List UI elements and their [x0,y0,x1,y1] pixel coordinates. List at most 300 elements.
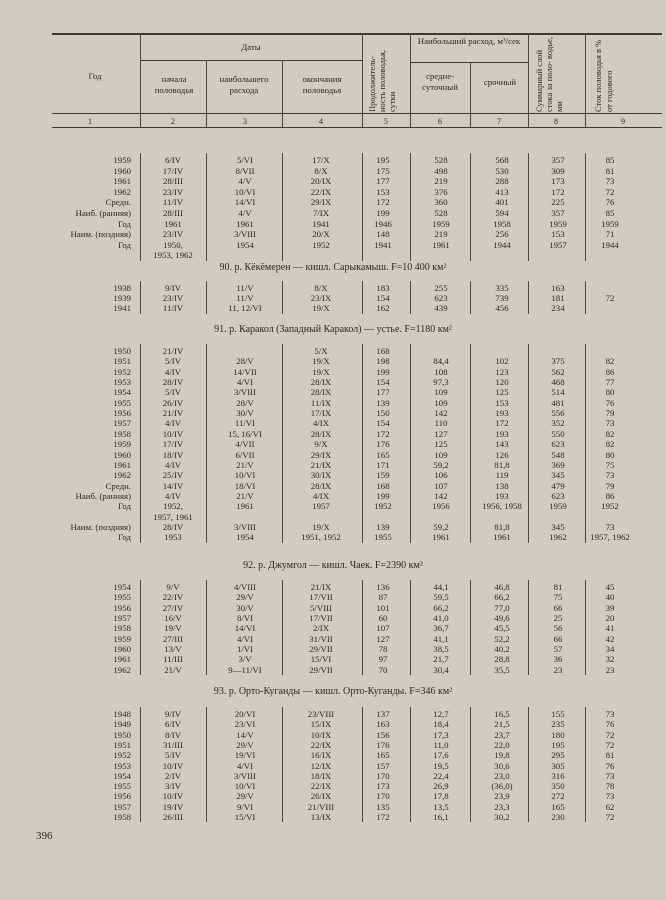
table-cell: 70 [378,664,388,675]
table-cell: 165 [376,449,390,460]
table-cell: 102 [495,356,509,367]
table-cell: 623 [551,490,565,501]
table-cell: 17/X [312,155,330,165]
table-row [0,719,666,729]
table-cell: 66,2 [494,592,510,603]
column-rule [470,580,471,675]
table-cell: 110 [434,418,448,429]
table-cell: 21/IX [310,459,332,470]
table-cell: 623 [551,439,565,450]
table-cell: 19/VI [234,750,256,761]
table-cell: 456 [495,303,509,314]
table-cell: 1962 [113,664,131,675]
table-cell: 1962 [549,532,567,543]
table-cell: 73 [605,709,615,719]
table-cell: 81,8 [494,459,510,470]
table-cell: 295 [551,750,565,761]
table-row [0,802,666,812]
table-row [0,812,666,822]
table-cell: 177 [376,387,390,398]
table-cell: 10/IV [162,760,184,771]
table-cell: Наим. (поздняя) [70,521,131,532]
table-cell: 107 [376,623,390,634]
table-cell: 1957, 1962 [590,532,630,543]
table-cell: 1951 [113,739,131,750]
table-cell: 86 [605,366,615,377]
table-cell: 76 [605,397,615,408]
table-cell: 1954 [236,532,254,543]
column-rule [206,153,207,261]
table-row [0,730,666,740]
table-cell: 170 [376,791,390,802]
table-cell: 29/V [236,739,254,750]
table-cell: 6/IV [164,155,182,165]
table-row [0,240,666,250]
table-cell: 72 [605,812,615,822]
table-cell: 4/V [238,208,252,218]
table-cell: 4/VI [236,760,254,771]
column-rule [410,707,411,822]
table-cell: 10/VI [234,470,256,481]
table-cell: 5/IV [164,387,182,398]
table-cell: 81 [605,165,615,176]
table-cell: 23 [605,664,615,675]
table-cell: 9—11/VI [228,664,262,675]
table-cell: 1950, [163,239,183,250]
table-cell: 1962 [113,470,131,481]
table-cell: 153 [495,397,509,408]
table-cell: 1941 [312,218,330,229]
table-cell: 120 [495,377,509,388]
table-cell: 153 [376,186,390,197]
column-rule [362,580,363,675]
table-cell: 352 [551,418,565,429]
table-cell: 1950 [113,729,131,740]
table-cell: 16/IX [310,750,332,761]
table-cell: 27/III [162,633,184,644]
column-rule [528,281,529,314]
table-cell: 20/X [312,229,330,240]
table-cell: 163 [551,283,565,293]
header-bottom-rule [52,113,662,114]
hdr-vline [470,62,471,127]
table-row [0,166,666,176]
colnum: 3 [243,117,247,126]
table-row [0,532,666,542]
table-cell: 4/IV [164,490,182,501]
table-row [0,613,666,623]
table-cell: 1953 [164,532,182,543]
table-cell: 73 [605,770,615,781]
table-cell: 350 [551,781,565,792]
table-cell: 165 [376,750,390,761]
table-cell: 1952, [163,501,183,512]
table-cell: 1961 [432,532,450,543]
table-cell: 29/V [236,592,254,603]
table-cell: 550 [551,428,565,439]
table-cell: 13/IX [310,812,332,822]
column-rule [140,344,141,543]
table-cell: 5/VIII [310,602,332,613]
table-cell: 125 [434,439,448,450]
table-row [0,501,666,511]
table-cell: 127 [434,428,448,439]
table-row [0,367,666,377]
table-cell: 135 [376,801,390,812]
table-cell: 5/IV [164,356,182,367]
column-rule [282,707,283,822]
table-cell: 119 [495,470,509,481]
table-cell: Наим. (поздняя) [70,229,131,240]
column-rule [282,153,283,261]
table-cell: 71 [605,229,615,240]
table-cell: 170 [376,770,390,781]
column-rule [410,344,411,543]
table-cell: 193 [495,408,509,419]
table-cell: 148 [376,229,390,240]
table-cell: 75 [605,459,615,470]
table-cell: 28/III [162,208,184,218]
table-cell: 66 [553,602,563,613]
column-rule [585,281,586,314]
table-cell: 23 [553,664,563,675]
table-cell: 109 [434,397,448,408]
table-cell: 56 [553,623,563,634]
table-cell: 1953, 1962 [153,250,193,261]
table-cell: 172 [376,428,390,439]
table-cell: 14/V [236,729,254,740]
table-row [0,377,666,387]
table-cell: 172 [376,197,390,208]
table-row [0,491,666,501]
table-cell: 11/V [236,283,254,293]
table-cell: 52,2 [494,633,510,644]
column-rule [206,580,207,675]
table-cell: 234 [551,303,565,314]
table-cell: 623 [434,293,448,304]
column-rule [282,580,283,675]
column-rule [470,153,471,261]
column-rule [528,707,529,822]
table-cell: 1957 [113,418,131,429]
table-cell: 219 [434,229,448,240]
table-cell: 23/VI [234,719,256,730]
table-cell: 1938 [113,283,131,293]
table-cell: 9/X [314,439,328,450]
table-cell: 1961 [236,218,254,229]
table-cell: 30,4 [433,664,449,675]
colnum: 8 [554,117,558,126]
table-cell: 171 [376,459,390,470]
table-cell: 17/VII [309,613,333,624]
table-cell: 256 [495,229,509,240]
table-cell: 30,6 [494,760,510,771]
table-cell: 82 [605,428,615,439]
column-rule [470,281,471,314]
table-cell: 11,0 [433,739,449,750]
table-cell: 23/IV [162,186,184,197]
table-cell: 76 [605,719,615,730]
table-cell: 38,5 [433,644,449,655]
table-cell: 1958 [113,428,131,439]
table-row [0,644,666,654]
table-cell: 175 [376,165,390,176]
table-cell: 12,7 [433,709,449,719]
table-row [0,356,666,366]
table-cell: 26/III [162,812,184,822]
table-cell: 17,8 [433,791,449,802]
table-row [0,219,666,229]
section-title: 93. р. Орто-Куганды — кишл. Орто-Куганды. F=346 км² [213,686,453,697]
table-row [0,634,666,644]
table-cell: 15/VI [310,654,332,665]
table-cell: 345 [551,521,565,532]
table-cell: 376 [434,186,448,197]
table-cell: 168 [376,346,390,356]
column-rule [470,707,471,822]
table-cell: 1956 [113,602,131,613]
table-cell: 3/VIII [234,229,256,240]
table-row [0,522,666,532]
table-cell: 17/IV [162,165,184,176]
table-row [0,439,666,449]
table-cell: 73 [605,176,615,187]
column-rule [585,580,586,675]
table-cell: 18/VI [234,480,256,491]
table-cell: 17/IV [162,439,184,450]
table-cell: 39 [605,602,615,613]
table-cell: 1957, 1961 [153,511,193,522]
table-cell: 10/VI [234,781,256,792]
table-cell: 1955 [374,532,392,543]
table-cell: 1954 [236,239,254,250]
table-cell: 177 [376,176,390,187]
table-cell: 498 [434,165,448,176]
table-cell: 21/V [236,459,254,470]
table-cell: 23,0 [494,770,510,781]
table-cell: 19,8 [494,750,510,761]
table-cell: 2/IV [164,770,182,781]
table-cell: 1962 [113,186,131,197]
table-cell: 7/IX [312,208,330,218]
table-cell: 26/IX [310,791,332,802]
table-cell: 159 [376,470,390,481]
table-cell: 30,2 [494,812,510,822]
table-cell: 1959 [432,218,450,229]
table-cell: 3/IV [164,781,182,792]
table-cell: Год [118,532,131,543]
table-cell: 36 [553,654,563,665]
table-cell: 172 [551,186,565,197]
table-cell: 21/IV [162,408,184,419]
table-cell: 1961 [236,501,254,512]
table-cell: 31/VII [309,633,333,644]
table-cell: 97 [378,654,388,665]
table-cell: 28/IV [162,521,184,532]
table-cell: 28/III [162,176,184,187]
table-cell: 548 [551,449,565,460]
table-cell: 17/VII [309,592,333,603]
table-cell: 9/VI [236,801,254,812]
column-rule [140,153,141,261]
table-cell: 26/IV [162,397,184,408]
table-row [0,346,666,356]
table-cell: 1959 [113,439,131,450]
table-cell: 28/IX [310,377,332,388]
table-cell: 46,8 [494,582,510,592]
table-cell: 19/V [164,623,182,634]
table-cell: 1957 [113,613,131,624]
table-cell: 4/V [238,176,252,187]
table-cell: 15, 16/VI [228,428,262,439]
header-duration: Продолжитель- ность половодья, сутки [367,50,397,112]
table-row [0,761,666,771]
table-cell: 18/IV [162,449,184,460]
hdr-vline [282,60,283,127]
table-cell: 345 [551,470,565,481]
table-row [0,470,666,480]
table-cell: 1954 [113,770,131,781]
column-rule [585,344,586,543]
table-cell: 82 [605,356,615,367]
table-cell: 193 [495,428,509,439]
table-cell: 60 [378,613,388,624]
table-cell: 1961 [113,176,131,187]
table-row [0,208,666,218]
table-cell: 11/V [236,293,254,304]
table-cell: 32 [605,654,615,665]
table-cell: 357 [551,155,565,165]
table-cell: 49,6 [494,613,510,624]
colnum: 4 [319,117,323,126]
table-cell: 1950 [113,346,131,356]
table-cell: 6/IV [164,719,182,730]
table-cell: 173 [551,176,565,187]
table-cell: 305 [551,760,565,771]
table-cell: 77 [605,377,615,388]
table-cell: 79 [605,408,615,419]
table-row [0,665,666,675]
table-cell: 42 [605,633,615,644]
table-cell: 10/IV [162,428,184,439]
table-cell: 1953 [113,377,131,388]
table-cell: 369 [551,459,565,470]
table-cell: 45,5 [494,623,510,634]
table-cell: 479 [551,480,565,491]
table-cell: 139 [376,521,390,532]
table-cell: 142 [434,408,448,419]
table-row [0,197,666,207]
table-cell: 17,3 [433,729,449,740]
table-cell: 59,2 [433,459,449,470]
table-cell: 85 [605,155,615,165]
table-cell: 1949 [113,719,131,730]
table-cell: 14/VII [233,366,257,377]
table-cell: 1960 [113,449,131,460]
column-rule [585,153,586,261]
table-cell: 26,9 [433,781,449,792]
table-cell: Средн. [105,480,131,491]
table-cell: 1957 [113,801,131,812]
table-cell: 23/VIII [307,709,335,719]
column-rule [362,344,363,543]
table-cell: 73 [605,521,615,532]
header-instant: срочный [483,77,517,87]
table-cell: 86 [605,490,615,501]
table-row [0,603,666,613]
table-cell: 10/IV [162,791,184,802]
table-cell: 1956 [113,408,131,419]
table-cell: 739 [495,293,509,304]
table-cell: 1956 [432,501,450,512]
header-maxflow: Наибольший расход, м³/сек [417,36,521,46]
table-cell: 1951 [113,356,131,367]
table-cell: 18/IX [310,770,332,781]
table-cell: 556 [551,408,565,419]
table-cell: 1955 [113,397,131,408]
table-cell: 136 [376,582,390,592]
table-cell: 72 [605,739,615,750]
hdr-vline [362,33,363,127]
table-cell: 19/X [312,356,330,367]
table-cell: Год [118,239,131,250]
maxflow-rule [410,62,528,63]
table-cell: 143 [495,439,509,450]
table-cell: 23/IV [162,229,184,240]
table-row [0,387,666,397]
table-cell: 530 [495,165,509,176]
header-year: Год [88,71,102,81]
header-end: окончания половодья [302,74,342,95]
colnum: 6 [438,117,442,126]
column-rule [140,707,141,822]
table-cell: 1957 [549,239,567,250]
table-cell: 1961 [164,218,182,229]
table-cell: 29/IX [310,449,332,460]
table-cell: 163 [376,719,390,730]
table-cell: 13,5 [433,801,449,812]
header-share: Сток половодья в % от годового [593,39,614,112]
table-cell: 4/VI [236,377,254,388]
table-row [0,418,666,428]
table-cell: 335 [495,283,509,293]
table-cell: 108 [434,366,448,377]
colnum: 1 [88,117,92,126]
table-cell: 23,9 [494,791,510,802]
table-cell: 30/V [236,602,254,613]
table-cell: 66,2 [433,602,449,613]
column-rule [206,707,207,822]
table-cell: 1941 [374,239,392,250]
table-cell: 76 [605,197,615,208]
table-cell: 8/VI [236,613,254,624]
table-cell: 80 [605,387,615,398]
column-rule [206,344,207,543]
table-cell: 255 [434,283,448,293]
table-cell: 1957 [312,501,330,512]
table-cell: 16,5 [494,709,510,719]
column-rule [362,153,363,261]
table-cell: 27/IV [162,602,184,613]
table-cell: 272 [551,791,565,802]
table-cell: 11/IV [162,303,184,314]
table-row [0,750,666,760]
header-layer: Суммарный слой стока за поло- водье, мм [534,37,564,112]
table-cell: 360 [434,197,448,208]
table-cell: 1939 [113,293,131,304]
table-cell: 59,2 [433,521,449,532]
table-cell: 1952 [113,750,131,761]
